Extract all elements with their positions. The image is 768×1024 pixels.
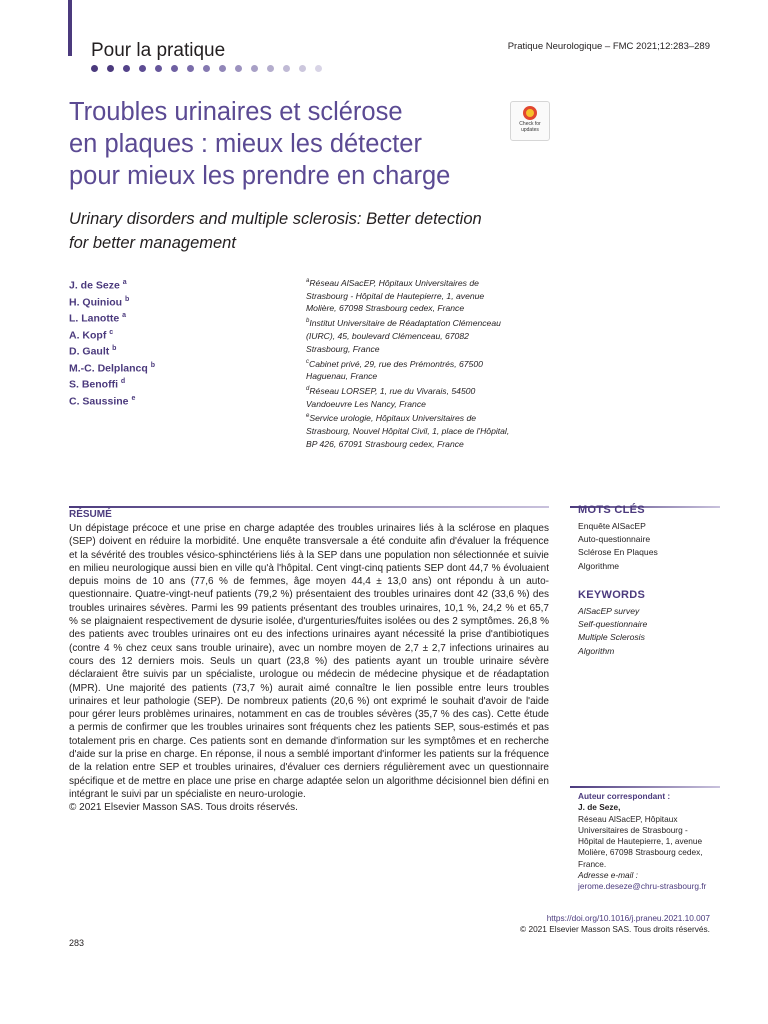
page-number: 283 [69,938,85,948]
badge-label: Check for updates [519,121,541,133]
correspondence-rule [570,786,720,788]
author-name: C. Saussine [69,395,132,407]
affiliation-line: Haguenau, France [306,371,378,382]
author-item [69,309,155,326]
address-line: Molière, 67098 Strasbourg cedex, [578,847,703,858]
keyword-item: Multiple Sclerosis [578,632,645,643]
keywords-fr-list [578,520,718,573]
decorative-dot [283,65,290,72]
keyword-item: Algorithme [578,560,620,571]
email-label: Adresse e-mail : [578,870,638,881]
affiliation-mark: a [306,278,310,284]
correspondence-block [578,791,718,893]
decorative-dot [171,65,178,72]
keyword-item: Algorithm [578,645,615,656]
author-affiliation-mark: b [112,345,117,352]
rights-text: © 2021 Elsevier Masson SAS. Tous droits réservés. [520,924,710,934]
address-line: France. [578,858,607,869]
author-list [69,276,155,408]
author-item [69,326,155,343]
email-link[interactable]: jerome.deseze@chru-strasbourg.fr [578,881,707,892]
author-affiliation-mark: a [122,312,126,319]
article-title [69,96,489,192]
author-name: H. Quiniou [69,296,125,308]
decorative-dot [315,65,322,72]
check-for-updates-icon [523,106,537,120]
address-line: Hôpital de Hautepierre, 1, avenue [578,836,703,847]
keywords-en-list [578,605,718,658]
author-affiliation-mark: a [122,279,127,286]
check-for-updates-badge[interactable] [510,101,550,141]
section-accent-bar [68,0,72,56]
decorative-dot [91,65,98,72]
author-name: J. de Seze [69,279,123,292]
affiliation-line: Vandoeuvre Les Nancy, France [306,398,426,409]
decorative-dot [139,65,146,72]
affiliation-line: Strasbourg, France [306,343,380,354]
keyword-item: Auto-questionnaire [578,534,651,545]
title-line: en plaques : mieux les détecter [69,130,422,158]
title-line: pour mieux les prendre en charge [69,162,451,190]
affiliation-line: Molière, 67098 Strasbourg cedex, France [306,303,465,314]
address-line: Universitaires de Strasbourg - [578,824,688,835]
journal-citation: Pratique Neurologique – FMC 2021;12:283–289 [507,41,710,52]
author-affiliation-mark: c [109,328,114,336]
abstract-rule [69,506,549,508]
author-affiliation-mark: b [125,295,130,303]
decorative-dot [299,65,306,72]
author-affiliation-mark: b [150,361,155,369]
affiliation-line: Strasbourg - Hôpital de Hautepierre, 1, avenue [306,290,485,301]
title-line: Troubles urinaires et sclérose [69,98,403,126]
author-name: L. Lanotte [69,312,123,325]
affiliation-list [306,275,556,451]
keyword-item: Self-questionnaire [578,619,648,630]
correspondence-heading: Auteur correspondant : [578,791,671,801]
decorative-dot [123,65,130,72]
affiliation-line: Strasbourg, Nouvel Hôpital Civil, 1, place de l'Hôpital, [306,426,510,437]
decorative-dot [187,65,194,72]
affiliation-mark: c [306,358,309,365]
keyword-item: Sclérose En Plaques [578,547,658,558]
decorative-dot [219,65,226,72]
keyword-item: Enquête AlSacEP [578,521,646,531]
decorative-dot [267,65,274,72]
affiliation-line: $^a$Réseau AlSacEP, Hôpitaux Universitaires de [306,277,479,288]
author-name: M.-C. Delplancq [69,362,151,374]
abstract-body [69,522,549,815]
author-item [69,342,155,359]
abstract-text: Un dépistage précoce et une prise en charge adaptée des troubles urinaires liés à la sclérose en plaques (SEP) doivent en réduire la morbidité. Une enquête transversale a été conduite afin d'évaluer la fréquence et la sévérité des troubles vésico-sphinctériens liés à la SEP dans une population non sélectionnée et suivie en milieu neurologique aussi bien en ville qu'à l'hôpital. Cent vingt-cinq patients SEP dont 44,7 % évoluaient depuis moins de 10 ans (77,6 % de femmes, âge moyen 44,4 ± 13,0 ans) ont répondu à un auto-questionnaire. Quatre-vingt-neuf patients (79,2 %) présentaient des troubles urinaires dont 42 (33,6 %) des troubles urinaires sévères. Parmi les 99 patients présentant des troubles urinaires, 10,1 %, 24,2 % et 65,7 % se plaignaient respectivement de dysurie isolée, d'urgenturies/fuites isolées ou des 2 symptômes. 26,8 % des patients avec troubles urinaires ont eu des infections urinaires ayant nécessité la prise d'antibiotiques (contre 4 % chez ceux sans trouble urinaire), avec un nombre moyen de 2,7 ± 2,7 infections urinaires au cours des 12 derniers mois. Seuls un quart (23,8 %) des patients ayant un trouble urinaire sévère déclaraient être suivis par un spécialiste, urologue ou médecin de médecine physique et de réadaptation (MPR). Une majorité des patients (73,7 %) aurait aimé connaître le lien possible entre leurs troubles urinaires et leur pathologie (SEP). De nombreux patients (20,6 %) ont exprimé le souhait d'avoir de l'aide pour gérer leurs problèmes urinaires, notamment en cas de troubles sévères (35,7 % des cas). Cette étude a permis de confirmer que les troubles urinaires sont fréquents chez les patients SEP, sous-estimés et pas totalement pris en charge. Ces patients sont en demande d'information sur les symptômes et en recherche d'aide sur la prise en charge. En réponse, il nous a semblé important d'informer les patients sur la fréquence de la relation entre SEP et troubles urinaires, d'évaluer ces derniers régulièrement avec un questionnaire spécifique et de mettre en place une prise en charge adaptée selon un algorithme décisionnel bien défini en intégrant le suivi par un spécialiste en neuro-urologie. [69,523,549,800]
keywords-fr-block [578,504,718,573]
affiliation-line: (IURC), 45, boulevard Clémenceau, 67082 [306,330,469,341]
affiliation-line: $^b$Institut Universitaire de Réadaptation Clémenceau [306,318,501,329]
affiliation-line: $^c$Cabinet privé, 29, rue des Prémontrés, 67500 [306,358,483,369]
author-affiliation-mark: d [120,378,126,385]
subtitle-line: Urinary disorders and multiple sclerosis: Better detection [69,210,482,228]
decorative-dot [251,65,258,72]
correspondence-address [578,814,718,870]
affiliation-mark: d [306,385,310,392]
keyword-item: AlSacEP survey [578,606,640,616]
author-affiliation-mark: e [131,394,136,402]
author-item [69,276,155,293]
author-name: D. Gault [69,345,113,358]
author-item [69,293,155,310]
decorative-dot [235,65,242,72]
subtitle-line: for better management [69,234,236,252]
address-line: Réseau AlSacEP, Hôpitaux [578,813,678,824]
decorative-dot [155,65,162,72]
affiliation-mark: b [306,318,310,325]
abstract-heading: RÉSUMÉ [69,509,112,520]
affiliation-line: $^e$Service urologie, Hôpitaux Universitaires de [306,413,477,424]
author-item [69,359,155,376]
correspondence-name: J. de Seze, [578,802,621,813]
author-name: S. Benoffi [69,378,121,391]
decorative-dot [203,65,210,72]
decorative-dot-row [91,65,322,72]
keywords-en-block [578,589,718,658]
affiliation-line: $^d$Réseau LORSEP, 1, rue du Vivarais, 54500 [306,385,476,396]
abstract-copyright: © 2021 Elsevier Masson SAS. Tous droits réservés. [69,802,298,814]
author-name: A. Kopf [69,329,110,341]
keywords-en-heading: KEYWORDS [578,589,646,601]
affiliation-mark: e [306,413,310,420]
decorative-dot [107,65,114,72]
doi-link[interactable]: https://doi.org/10.1016/j.praneu.2021.10.007 [546,913,710,923]
doi-block [520,913,710,935]
section-label: Pour la pratique [91,40,226,61]
author-item [69,375,155,392]
affiliation-line: BP 426, 67091 Strasbourg cedex, France [306,438,464,449]
author-item [69,392,155,409]
keywords-fr-heading: MOTS CLÉS [578,504,645,516]
english-title [69,207,549,255]
